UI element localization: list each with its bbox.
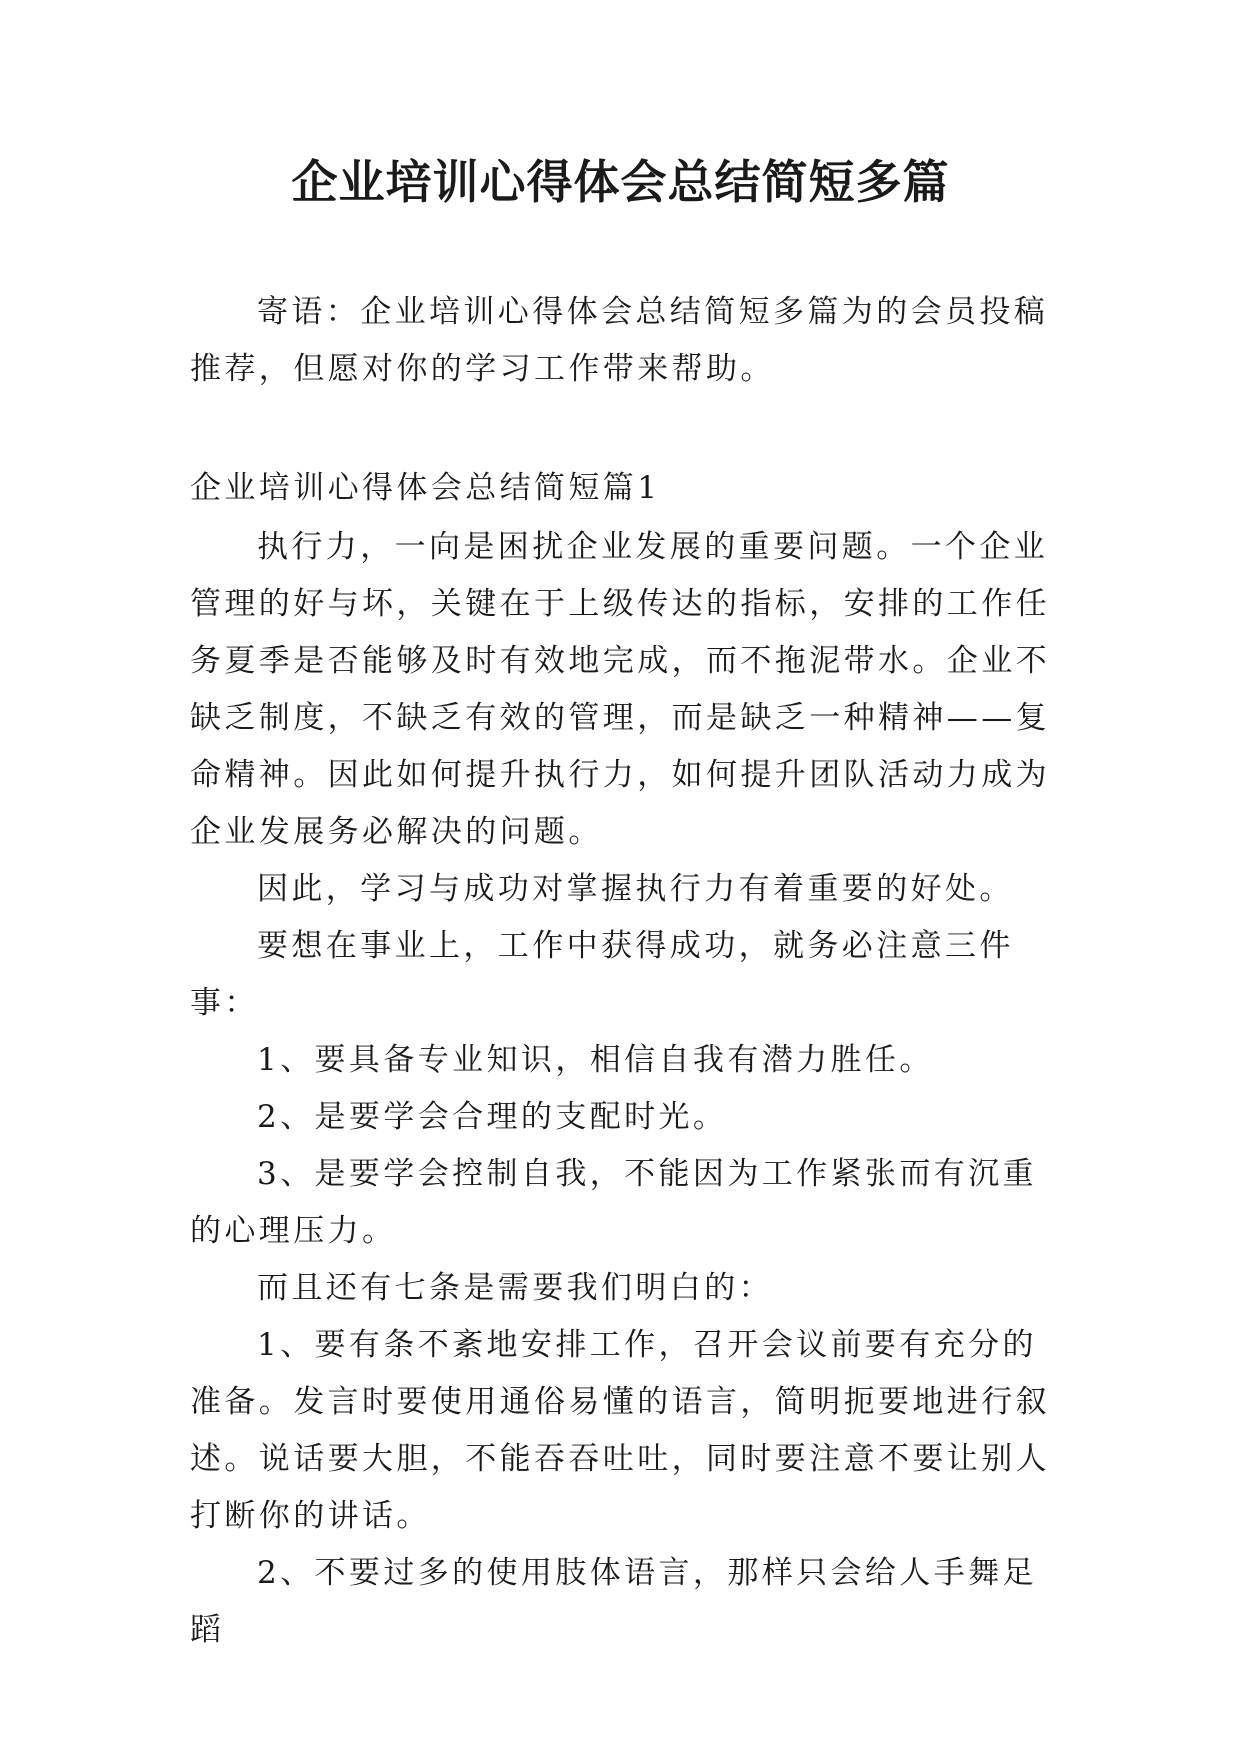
body-paragraph: 3、是要学会控制自我，不能因为工作紧张而有沉重的心理压力。 [190, 1156, 1037, 1249]
body-paragraph: 1、要有条不紊地安排工作，召开会议前要有充分的准备。发言时要使用通俗易懂的语言，简明扼要地进行叙述。说话要大胆，不能吞吞吐吐，同时要注意不要让别人打断你的讲话。 [190, 1327, 1050, 1534]
document-body [190, 284, 1066, 1659]
section-heading: 企业培训心得体会总结简短篇1 [190, 470, 661, 506]
document-title: 企业培训心得体会总结简短多篇 [291, 155, 950, 209]
body-paragraph: 因此，学习与成功对掌握执行力有着重要的好处。 [257, 871, 1014, 907]
body-paragraph: 要想在事业上，工作中获得成功，就务必注意三件事： [190, 928, 1014, 1021]
body-paragraph: 2、是要学会合理的支配时光。 [257, 1099, 728, 1135]
body-paragraph: 执行力，一向是困扰企业发展的重要问题。一个企业管理的好与坏，关键在于上级传达的指标，安排的工作任务夏季是否能够及时有效地完成，而不拖泥带水。企业不缺乏制度，不缺乏有效的管理，而是缺乏一种精神——复命精神。因此如何提升执行力，如何提升团队活动力成为企业发展务必解决的问题。 [190, 529, 1050, 850]
intro-paragraph: 寄语：企业培训心得体会总结简短多篇为的会员投稿推荐，但愿对你的学习工作带来帮助。 [190, 294, 1049, 387]
body-paragraph: 而且还有七条是需要我们明白的： [257, 1270, 773, 1306]
body-paragraph: 1、要具备专业知识，相信自我有潜力胜任。 [257, 1042, 934, 1078]
body-paragraph: 2、不要过多的使用肢体语言，那样只会给人手舞足蹈 [190, 1555, 1037, 1648]
